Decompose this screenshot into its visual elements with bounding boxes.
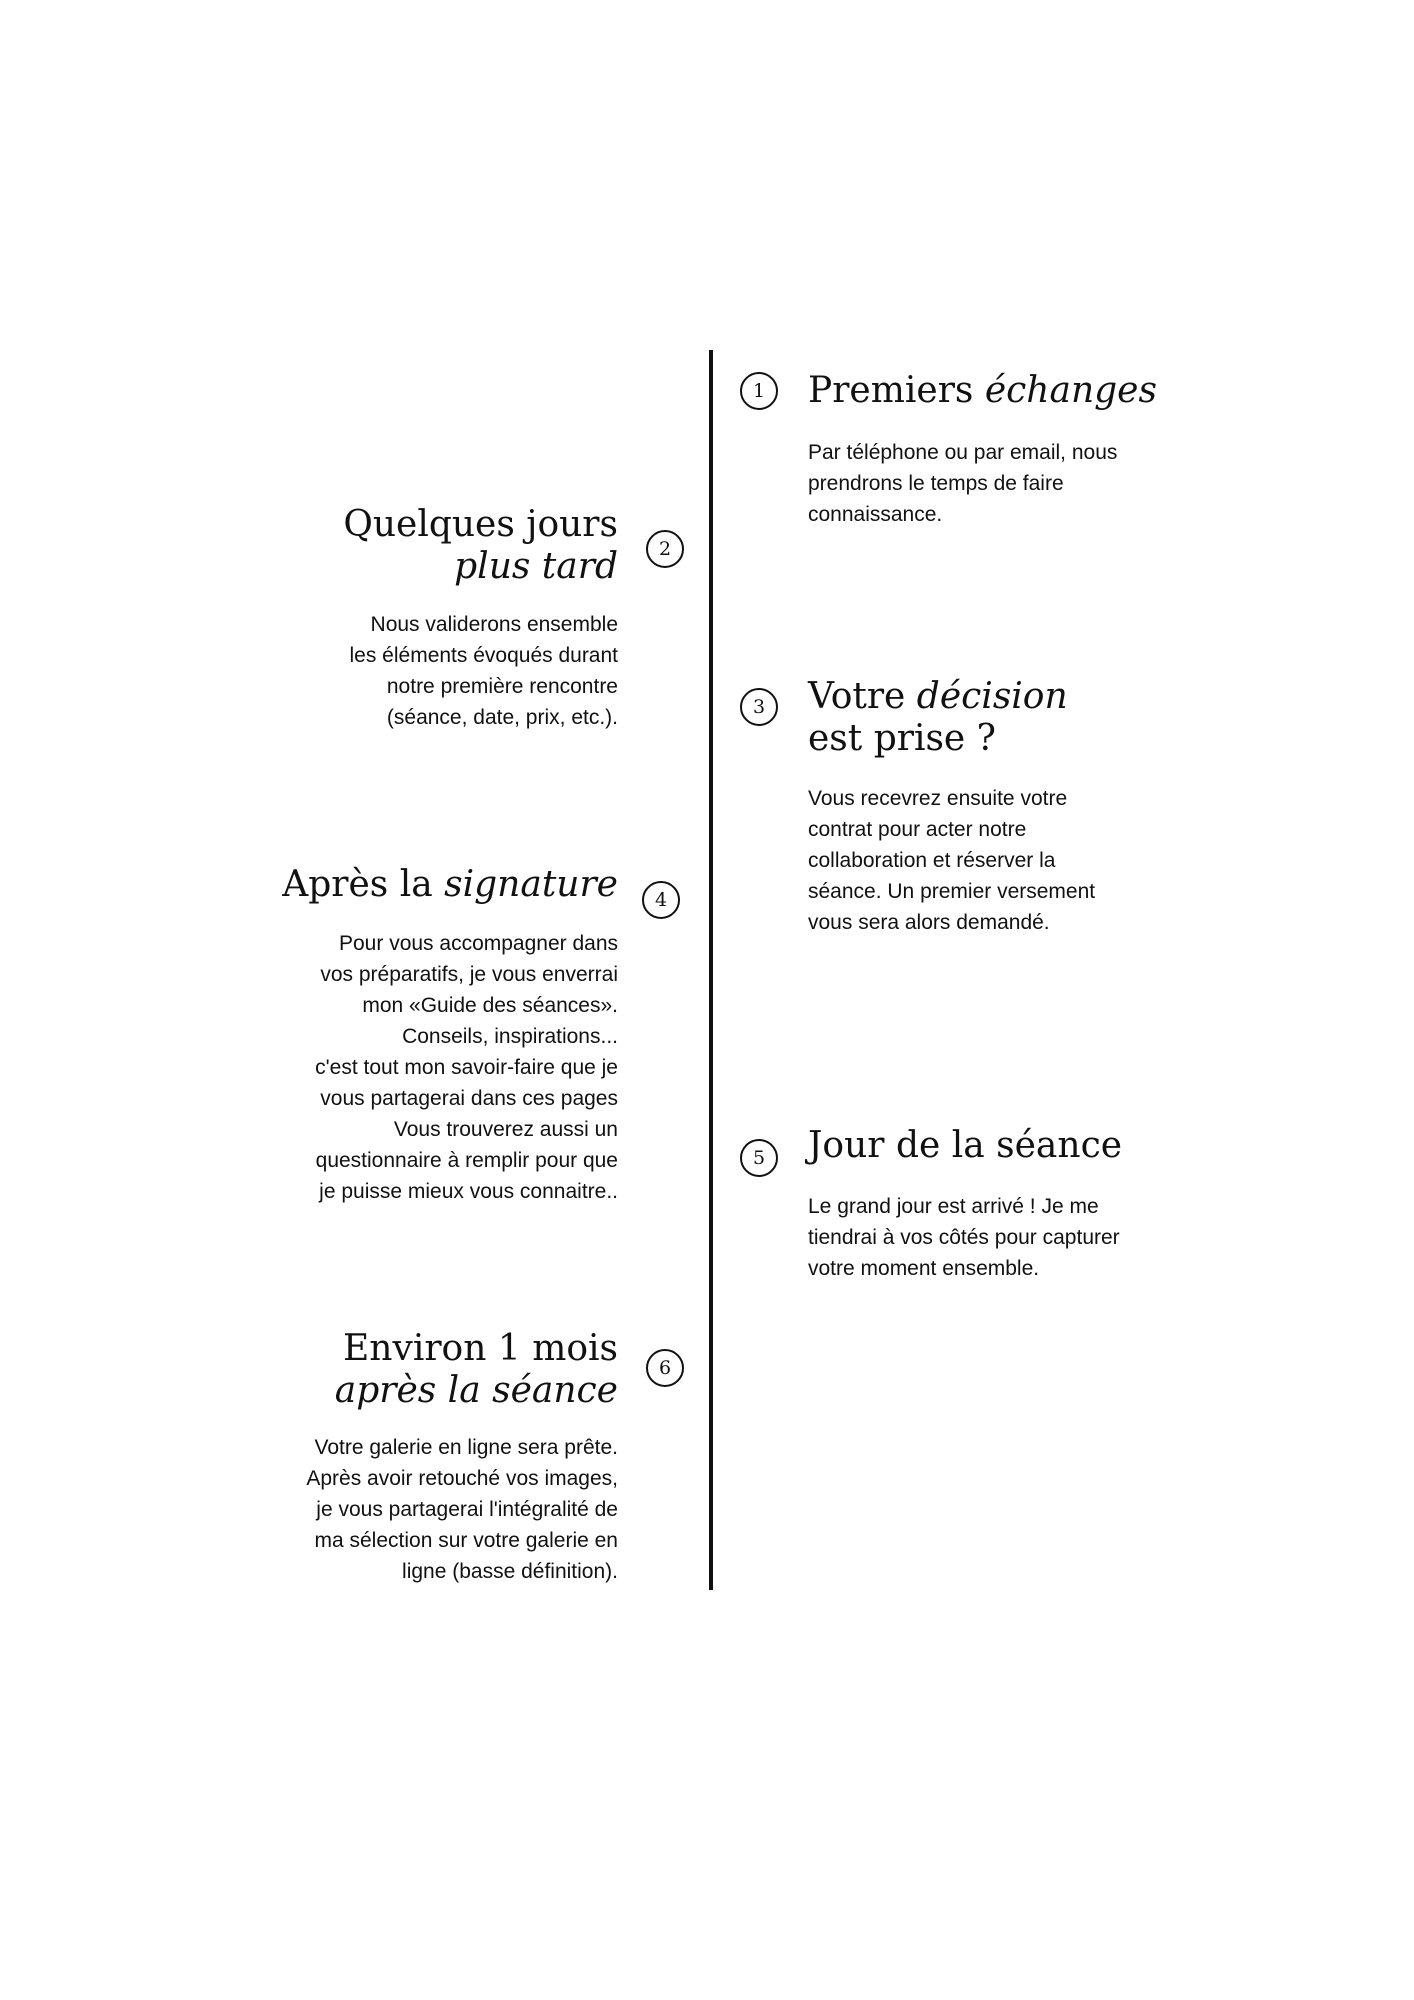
step-6-body: Votre galerie en ligne sera prête. Après avoir retouché vos images, je vous partagerai l'intégralité de ma sélection sur votre galerie en ligne (basse définition). — [306, 1436, 618, 1583]
step-number-3: 3 — [740, 688, 778, 726]
step-5-title: Jour de la séance — [808, 1125, 1123, 1166]
step-6-title: Environ 1 mois après la séance — [334, 1328, 618, 1411]
step-1-title: Premiers échanges — [808, 370, 1157, 411]
step-number-6: 6 — [646, 1349, 684, 1387]
step-4-body: Pour vous accompagner dans vos préparatifs, je vous enverrai mon «Guide des séances». Conseils, inspirations... c'est tout mon savoir-faire que je vous partagerai dans ces pages Vous trouverez aussi un questionnaire à remplir pour que je puisse mieux vous connaitre.. — [315, 932, 618, 1203]
step-3-title: Votre décision est prise ? — [808, 676, 1068, 759]
step-2-title: Quelques jours plus tard — [343, 504, 618, 587]
step-number-1: 1 — [740, 372, 778, 410]
step-number-5: 5 — [740, 1139, 778, 1177]
timeline-line — [709, 350, 713, 1590]
step-5-body: Le grand jour est arrivé ! Je me tiendrai à vos côtés pour capturer votre moment ensemble. — [808, 1195, 1120, 1280]
step-number-2: 2 — [646, 530, 684, 568]
step-1-body: Par téléphone ou par email, nous prendrons le temps de faire connaissance. — [808, 441, 1118, 526]
step-number-4: 4 — [642, 881, 680, 919]
step-3-body: Vous recevrez ensuite votre contrat pour acter notre collaboration et réserver la séance. Un premier versement vous sera alors demandé. — [808, 787, 1096, 934]
step-4-title: Après la signature — [282, 864, 618, 905]
step-2-body: Nous validerons ensemble les éléments évoqués durant notre première rencontre (séance, date, prix, etc.). — [349, 613, 618, 729]
